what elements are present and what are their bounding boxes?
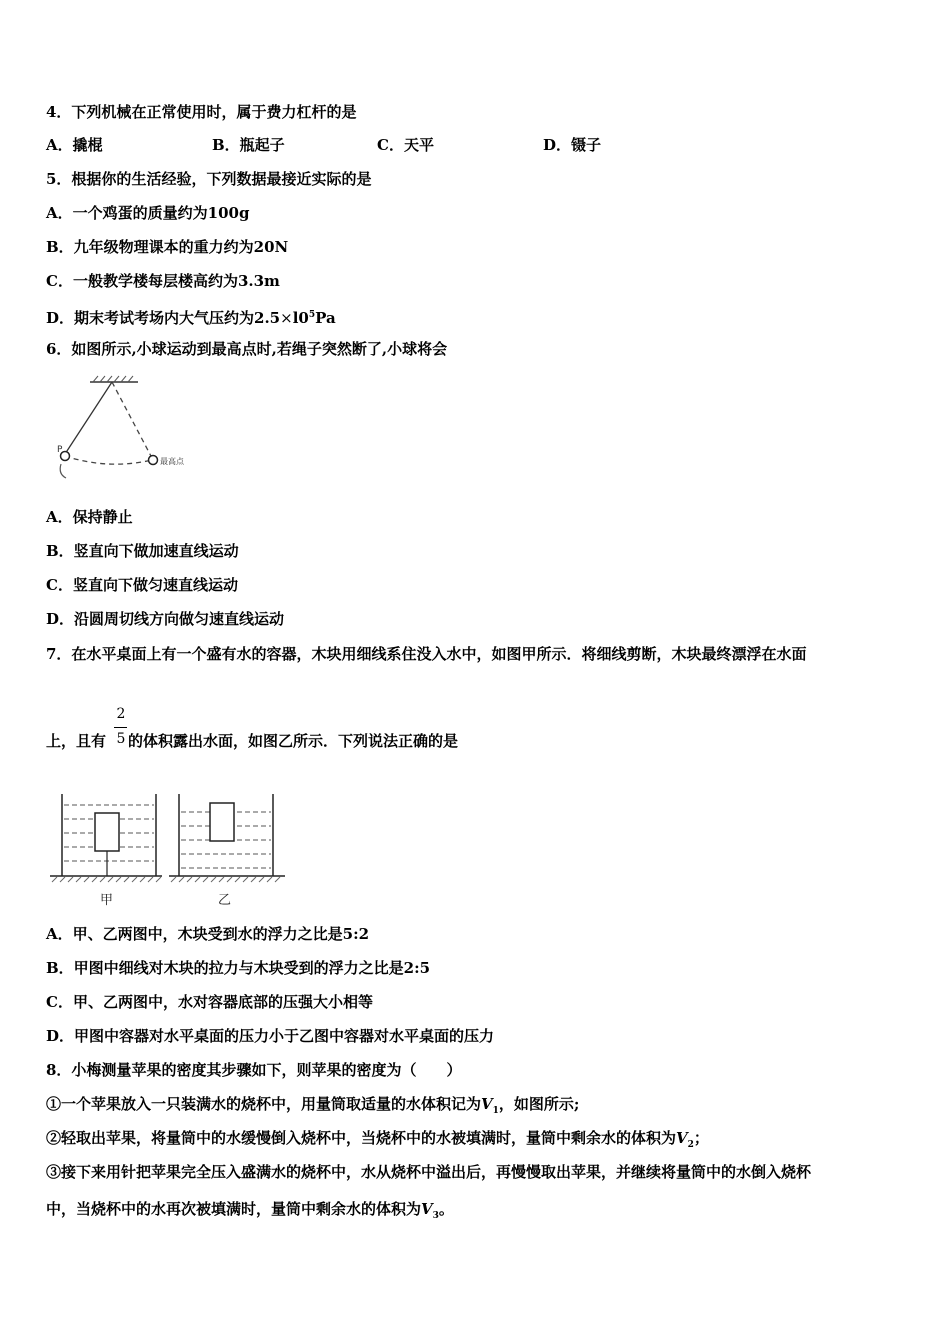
container-yi bbox=[169, 794, 285, 882]
motion-arrow bbox=[60, 464, 66, 478]
q8-step3-line1: ③接下来用针把苹果完全压入盛满水的烧杯中，水从烧杯中溢出后，再慢慢取出苹果，并继续将量筒中的水倒入烧杯 bbox=[46, 1163, 812, 1181]
q7-option-b: B．甲图中细线对木块的拉力与木块受到的浮力之比是2:5 bbox=[46, 959, 431, 977]
q4-option-a: A．撬棍 bbox=[46, 136, 103, 154]
label-yi: 乙 bbox=[218, 893, 232, 908]
q4-option-d: D．镊子 bbox=[543, 136, 602, 154]
q7-option-a: A．甲、乙两图中，木块受到水的浮力之比是5:2 bbox=[46, 925, 370, 943]
label-p: P bbox=[57, 445, 63, 455]
q6-option-c: C．竖直向下做匀速直线运动 bbox=[46, 576, 238, 594]
fraction-bar bbox=[114, 727, 127, 728]
q5-stem: 5．根据你的生活经验，下列数据最接近实际的是 bbox=[46, 170, 372, 188]
string-at-top-dashed bbox=[112, 382, 152, 458]
q6-stem: 6．如图所示,小球运动到最高点时,若绳子突然断了,小球将会 bbox=[46, 340, 448, 358]
q4-stem: 4．下列机械在正常使用时，属于费力杠杆的是 bbox=[46, 103, 357, 121]
label-top: 最高点 bbox=[160, 457, 184, 466]
q6-option-a: A．保持静止 bbox=[46, 508, 133, 526]
q6-option-b: B．竖直向下做加速直线运动 bbox=[46, 542, 239, 560]
q8-step1: ①一个苹果放入一只装满水的烧杯中，用量筒取适量的水体积记为$V_1$，如图所示; bbox=[46, 1095, 580, 1116]
q8-step3-line2: 中，当烧杯中的水再次被填满时，量筒中剩余水的体积为$V_3$。 bbox=[46, 1200, 454, 1221]
q5-option-c: C．一般教学楼每层楼高约为3.3m bbox=[46, 272, 280, 290]
q5-option-a: A．一个鸡蛋的质量约为100g bbox=[46, 204, 250, 222]
q7-option-d: D．甲图中容器对水平桌面的压力小于乙图中容器对水平桌面的压力 bbox=[46, 1027, 495, 1045]
q7-line2: 上，且有 的体积露出水面，如图乙所示．下列说法正确的是 bbox=[46, 732, 459, 750]
q7-stem: 7．在水平桌面上有一个盛有水的容器，木块用细线系住没入水中，如图甲所示．将细线剪断，木块最终漂浮在水面 bbox=[46, 645, 807, 663]
container-figure bbox=[48, 788, 313, 910]
fraction-denominator: 5 bbox=[116, 731, 126, 747]
q6-option-d: D．沿圆周切线方向做匀速直线运动 bbox=[46, 610, 285, 628]
swing-path bbox=[65, 456, 152, 464]
q8-step2: ②轻取出苹果，将量筒中的水缓慢倒入烧杯中，当烧杯中的水被填满时，量筒中剩余水的体积为$V_2$； bbox=[46, 1129, 709, 1150]
q5-option-b: B．九年级物理课本的重力约为20N bbox=[46, 238, 289, 256]
q4-option-b: B．瓶起子 bbox=[212, 136, 285, 154]
label-jia: 甲 bbox=[100, 893, 114, 908]
fraction-numerator: 2 bbox=[116, 706, 126, 722]
pendulum-figure bbox=[48, 372, 208, 482]
q7-option-c: C．甲、乙两图中，水对容器底部的压强大小相等 bbox=[46, 993, 373, 1011]
q4-option-c: C．天平 bbox=[377, 136, 434, 154]
container-jia bbox=[50, 794, 162, 882]
q5-option-d: D．期末考试考场内大气压约为$2.5\times l0^5Pa$ bbox=[46, 309, 336, 327]
q8-stem: 8．小梅测量苹果的密度其步骤如下，则苹果的密度为（ ） bbox=[46, 1061, 462, 1079]
ball-top bbox=[149, 456, 158, 465]
pendulum-string bbox=[65, 382, 112, 454]
